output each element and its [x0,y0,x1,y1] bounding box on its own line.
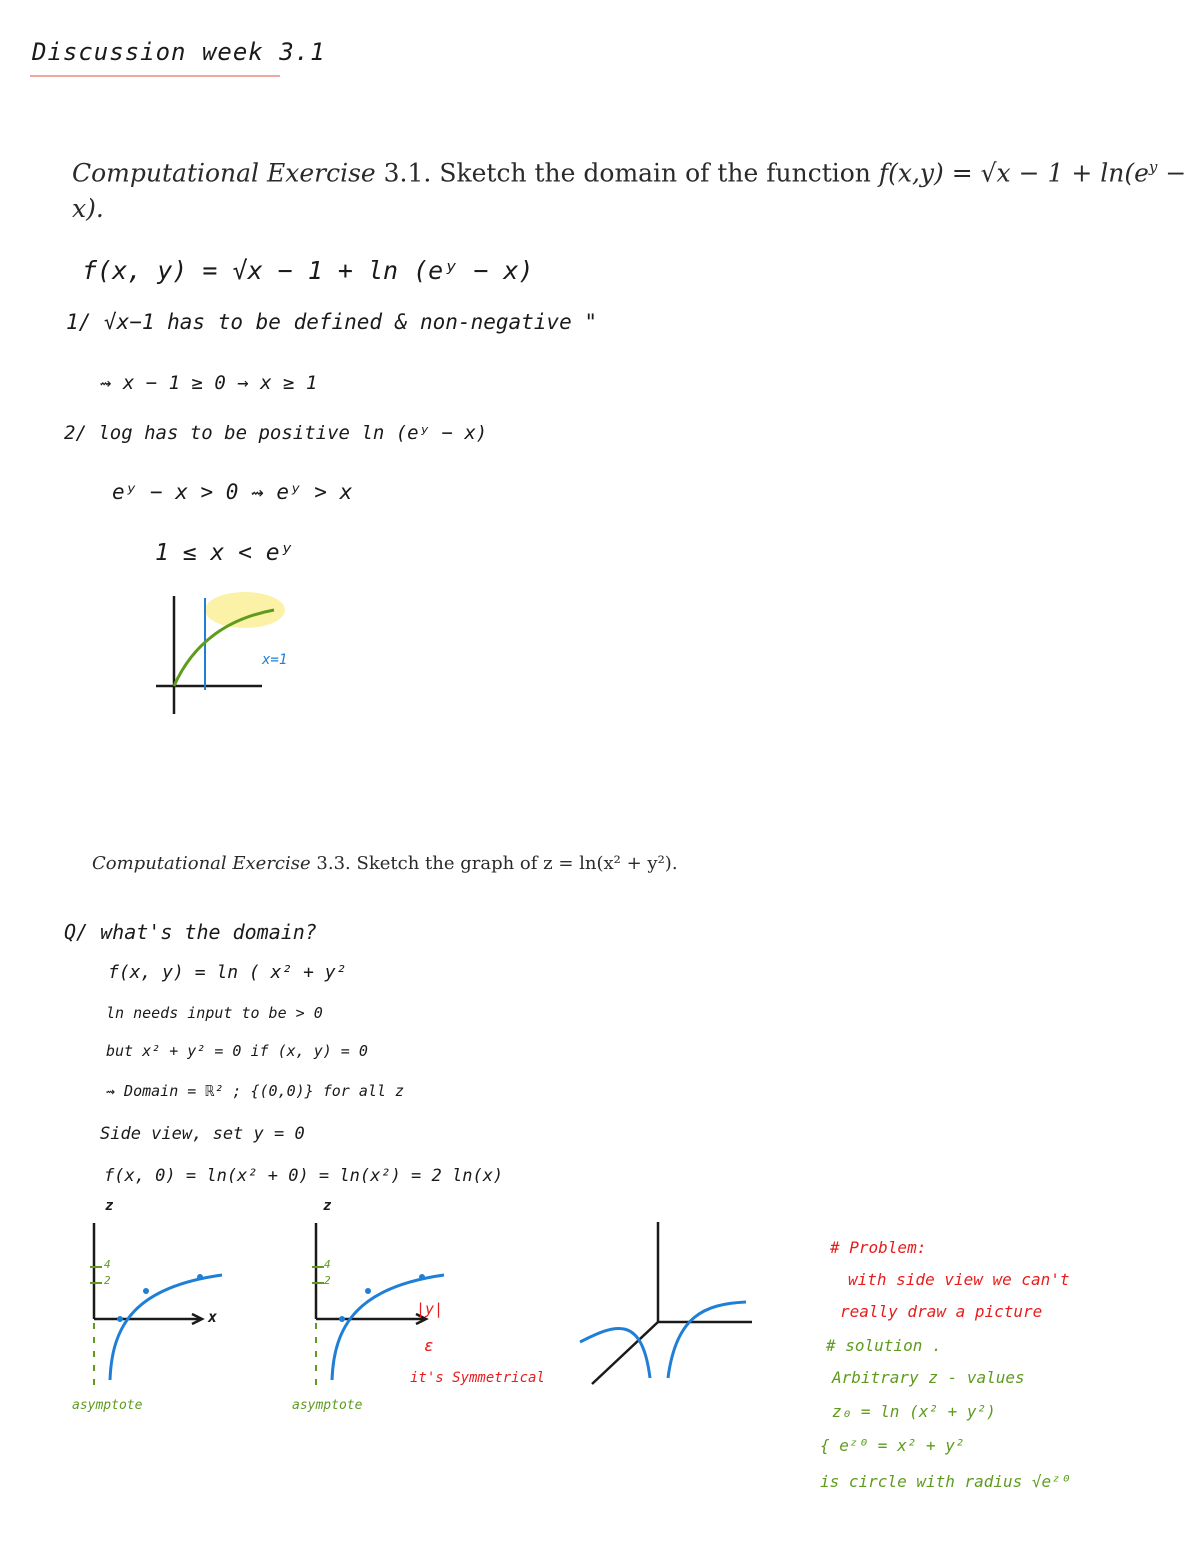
graph2-point [339,1316,345,1322]
page-title: Discussion week 3.1 [32,38,326,66]
title-underline [30,75,280,77]
solution-line-1: Arbitrary z - values [832,1368,1025,1387]
note-sqrt-defined: 1/ √x−1 has to be defined & non-negative " [66,310,598,334]
graph2-tick-upper: 4 [324,1258,331,1271]
graph1-tick-upper: 4 [104,1258,111,1271]
exercise-formula-end: − [1157,158,1187,188]
note-function: f(x, y) = √x − 1 + ln (eʸ − x) [82,256,534,285]
graph2-symmetry-note: it's Symmetrical [410,1370,545,1386]
problem-heading: # Problem: [830,1238,927,1257]
surface-curve-right [668,1302,746,1378]
graph1-point [143,1288,149,1294]
note-domain-result: 1 ≤ x < eʸ [155,540,294,566]
problem-line-1: with side view we can't [848,1270,1070,1289]
note-x-ge-1: ⇝ x − 1 ≥ 0 → x ≥ 1 [100,372,318,394]
problem-line-2: really draw a picture [840,1302,1043,1321]
graph1-tick-lower: 2 [104,1274,111,1287]
surface-curve-left [580,1328,650,1378]
graph1 [80,1215,230,1390]
solution-heading: # solution . [826,1336,942,1355]
graph1-x-label: x [208,1308,218,1326]
graph2-tick-lower: 2 [324,1274,331,1287]
exercise-formula: f(x,y) = √x − 1 + ln(e [878,158,1149,188]
graph2-x-label: |y| [416,1300,444,1318]
graph1-point [117,1316,123,1322]
graph2-asymptote-label: asymptote [292,1398,363,1413]
graph1-z-label: z [105,1198,114,1214]
exercise-3-1-prompt [72,158,1186,187]
note-inequality: eʸ − x > 0 ⇝ eʸ > x [112,480,353,504]
note-log-positive: 2/ log has to be positive ln (eʸ − x) [64,422,488,444]
exercise2-number: 3.3. [316,853,351,874]
graph1-asymptote-label: asymptote [72,1398,143,1413]
note-f-x-0: f(x, 0) = ln(x² + 0) = ln(x²) = 2 ln(x) [104,1166,504,1186]
solution-line-2: z₀ = ln (x² + y²) [832,1402,996,1421]
graph2-curve [332,1275,444,1380]
solution-line-3: { eᶻ⁰ = x² + y² [820,1436,965,1455]
note-but-zero: but x² + y² = 0 if (x, y) = 0 [106,1042,368,1060]
note-ln-needs: ln needs input to be > 0 [106,1004,323,1022]
graph1-curve [110,1275,222,1380]
exercise-prompt-text: Sketch the domain of the function [439,158,871,188]
note-f-ln: f(x, y) = ln ( x² + y² [108,962,347,983]
surface-3d-sketch [580,1220,760,1390]
exercise-label: Computational Exercise [72,158,376,188]
note-domain: ⇝ Domain = ℝ² ; {(0,0)} for all z [106,1082,405,1100]
graph2-x-label-sub: ε [424,1336,434,1355]
solution-line-4: is circle with radius √eᶻ⁰ [820,1472,1071,1491]
graph2-z-label: z [323,1198,332,1214]
graph2-point [365,1288,371,1294]
exercise-3-3-prompt [92,853,678,874]
note-domain-question: Q/ what's the domain? [64,920,317,944]
exercise-number: 3.1. [383,158,432,188]
note-side-view: Side view, set y = 0 [100,1124,305,1144]
exercise2-label: Computational Exercise [92,853,311,874]
graph2-point [419,1274,425,1280]
exercise2-prompt-text: Sketch the graph of z = ln(x² + y²). [356,853,678,874]
exercise-3-1-prompt-cont: x). [72,194,104,223]
label-x-equals-1: x=1 [262,652,288,668]
graph1-point [197,1274,203,1280]
exercise-formula-sup: y [1148,158,1158,176]
